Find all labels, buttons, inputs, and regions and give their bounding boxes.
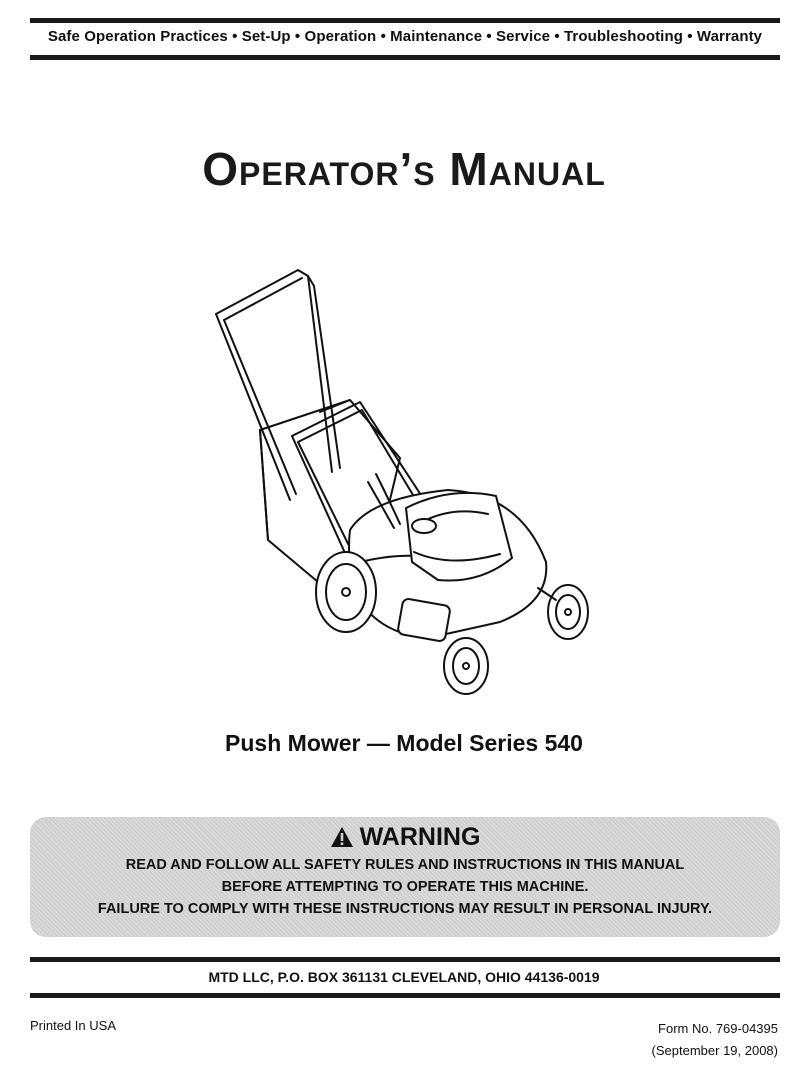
top-rule-lower bbox=[30, 55, 780, 60]
form-date: (September 19, 2008) bbox=[651, 1043, 778, 1058]
form-number-block bbox=[652, 1018, 778, 1062]
warning-line-3: FAILURE TO COMPLY WITH THESE INSTRUCTIONS MAY RESULT IN PERSONAL INJURY. bbox=[97, 901, 713, 917]
section-list: Safe Operation Practices • Set-Up • Operation • Maintenance • Service • Troubleshooting • Warranty bbox=[47, 28, 763, 45]
warning-line-2: BEFORE ATTEMPTING TO OPERATE THIS MACHINE. bbox=[221, 879, 589, 895]
footer-rule bbox=[30, 957, 780, 962]
push-mower-illustration bbox=[200, 262, 600, 702]
warning-box bbox=[30, 817, 780, 937]
model-title: Push Mower — Model Series 540 bbox=[225, 730, 583, 756]
warning-heading bbox=[30, 823, 780, 852]
printed-in: Printed In USA bbox=[30, 1018, 116, 1033]
page-title: Operator’s Manual bbox=[202, 143, 606, 195]
warning-triangle-icon bbox=[330, 826, 354, 848]
footer-rule-lower bbox=[30, 993, 780, 998]
company-address: MTD LLC, P.O. BOX 361131 CLEVELAND, OHIO 44136-0019 bbox=[208, 969, 600, 985]
top-rule bbox=[30, 18, 780, 23]
warning-line-1: READ AND FOLLOW ALL SAFETY RULES AND INSTRUCTIONS IN THIS MANUAL bbox=[125, 857, 685, 873]
warning-heading-text: WARNING bbox=[359, 823, 481, 851]
form-number: Form No. 769-04395 bbox=[658, 1021, 778, 1036]
